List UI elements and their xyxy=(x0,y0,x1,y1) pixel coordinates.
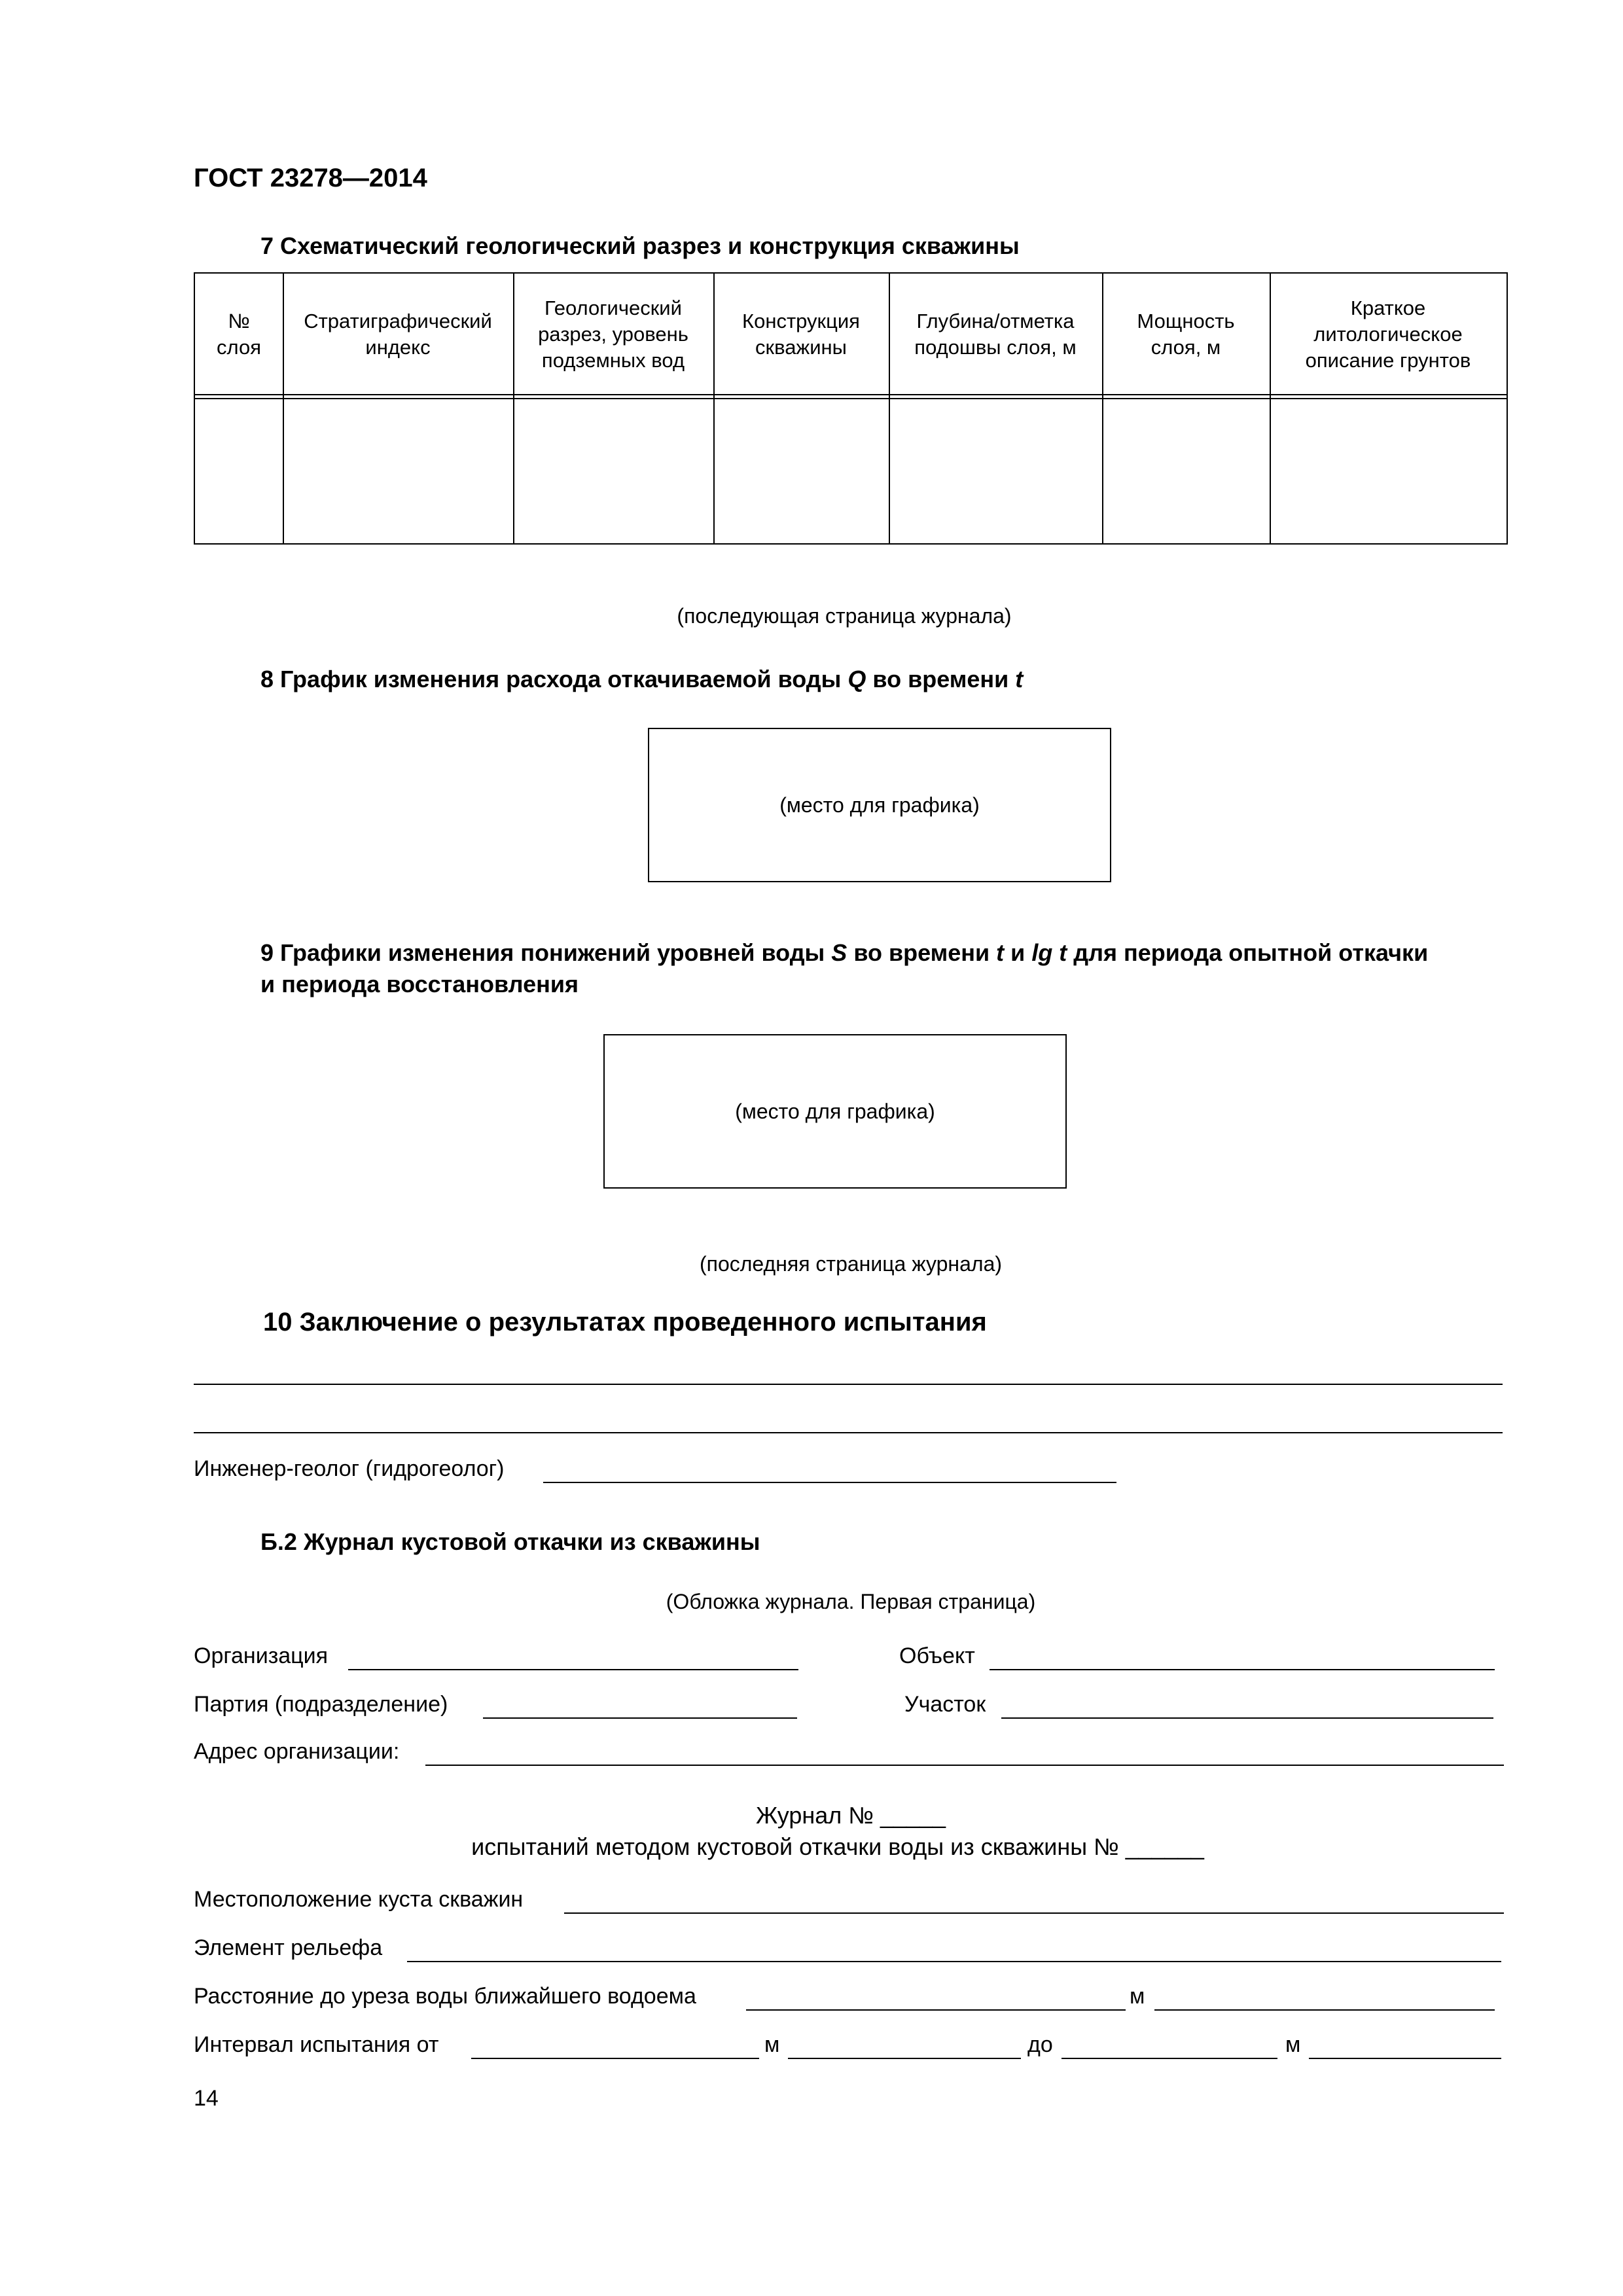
table-header-thickness: Мощность слоя, м xyxy=(1137,310,1235,359)
distance-label: Расстояние до уреза воды ближайшего водоема xyxy=(194,1984,696,2009)
party-field[interactable] xyxy=(483,1717,797,1719)
site-label: Участок xyxy=(904,1692,986,1717)
last-page-note: (последняя страница журнала) xyxy=(699,1252,1003,1276)
address-field[interactable] xyxy=(425,1765,1504,1766)
location-field[interactable] xyxy=(564,1912,1504,1914)
section-10-title: 10 Заключение о результатах проведенного испытания xyxy=(263,1308,987,1336)
interval-from-field[interactable] xyxy=(471,2058,759,2059)
engineer-signature-line[interactable] xyxy=(543,1482,1116,1483)
interval-to-field[interactable] xyxy=(1061,2058,1277,2059)
table-header-geological-section: Геологический разрез, уровень подземных вод xyxy=(538,296,688,372)
interval-unit-2: м xyxy=(1285,2032,1301,2057)
distance-field[interactable] xyxy=(746,2009,1126,2011)
party-label: Партия (подразделение) xyxy=(194,1692,448,1717)
interval-from-extra-field[interactable] xyxy=(788,2058,1021,2059)
section-9-title: 9 Графики изменения понижений уровней воды S во времени t и lg t для периода опытной откачки xyxy=(260,939,1429,966)
geological-section-table xyxy=(194,272,1508,545)
site-field[interactable] xyxy=(1001,1717,1493,1719)
object-field[interactable] xyxy=(990,1669,1495,1670)
address-label: Адрес организации: xyxy=(194,1739,400,1764)
section-9-title-line2: и периода восстановления xyxy=(260,971,579,997)
relief-label: Элемент рельефа xyxy=(194,1935,383,1960)
graph-placeholder-discharge: (место для графика) xyxy=(648,728,1111,882)
interval-unit-1: м xyxy=(764,2032,780,2057)
table-header-stratigraphic-index: Стратиграфический индекс xyxy=(304,310,492,359)
interval-label: Интервал испытания от xyxy=(194,2032,439,2057)
next-page-note: (последующая страница журнала) xyxy=(677,604,1012,628)
table-header-depth: Глубина/отметка подошвы слоя, м xyxy=(914,310,1077,359)
cover-note: (Обложка журнала. Первая страница) xyxy=(666,1590,1036,1613)
relief-field[interactable] xyxy=(407,1961,1501,1962)
interval-to-extra-field[interactable] xyxy=(1309,2058,1501,2059)
interval-to-label: до xyxy=(1027,2032,1053,2057)
table-header-well-construction: Конструкция скважины xyxy=(742,310,860,359)
section-b2-title: Б.2 Журнал кустовой откачки из скважины xyxy=(260,1528,760,1555)
conclusion-line-1[interactable] xyxy=(194,1384,1503,1385)
table-header-lithology: Краткое литологическое описание грунтов xyxy=(1305,296,1471,372)
table-header-layer-number: № слоя xyxy=(217,310,261,359)
journal-title: Журнал № _____ xyxy=(755,1802,946,1829)
engineer-label: Инженер-геолог (гидрогеолог) xyxy=(194,1456,505,1481)
distance-extra-field[interactable] xyxy=(1154,2009,1495,2011)
organization-label: Организация xyxy=(194,1643,329,1668)
graph-placeholder-drawdown: (место для графика) xyxy=(603,1034,1067,1189)
object-label: Объект xyxy=(899,1643,975,1668)
section-7-title: 7 Схематический геологический разрез и конструкция скважины xyxy=(260,232,1020,259)
distance-unit: м xyxy=(1130,1984,1145,2009)
section-8-title: 8 График изменения расхода откачиваемой воды Q во времени t xyxy=(260,666,1024,692)
page-number: 14 xyxy=(194,2086,219,2111)
journal-subtitle: испытаний методом кустовой откачки воды из скважины № ______ xyxy=(471,1833,1204,1860)
organization-field[interactable] xyxy=(348,1669,798,1670)
location-label: Местоположение куста скважин xyxy=(194,1887,524,1912)
conclusion-line-2[interactable] xyxy=(194,1432,1503,1433)
table-row xyxy=(195,399,1507,543)
document-code: ГОСТ 23278—2014 xyxy=(194,164,427,192)
